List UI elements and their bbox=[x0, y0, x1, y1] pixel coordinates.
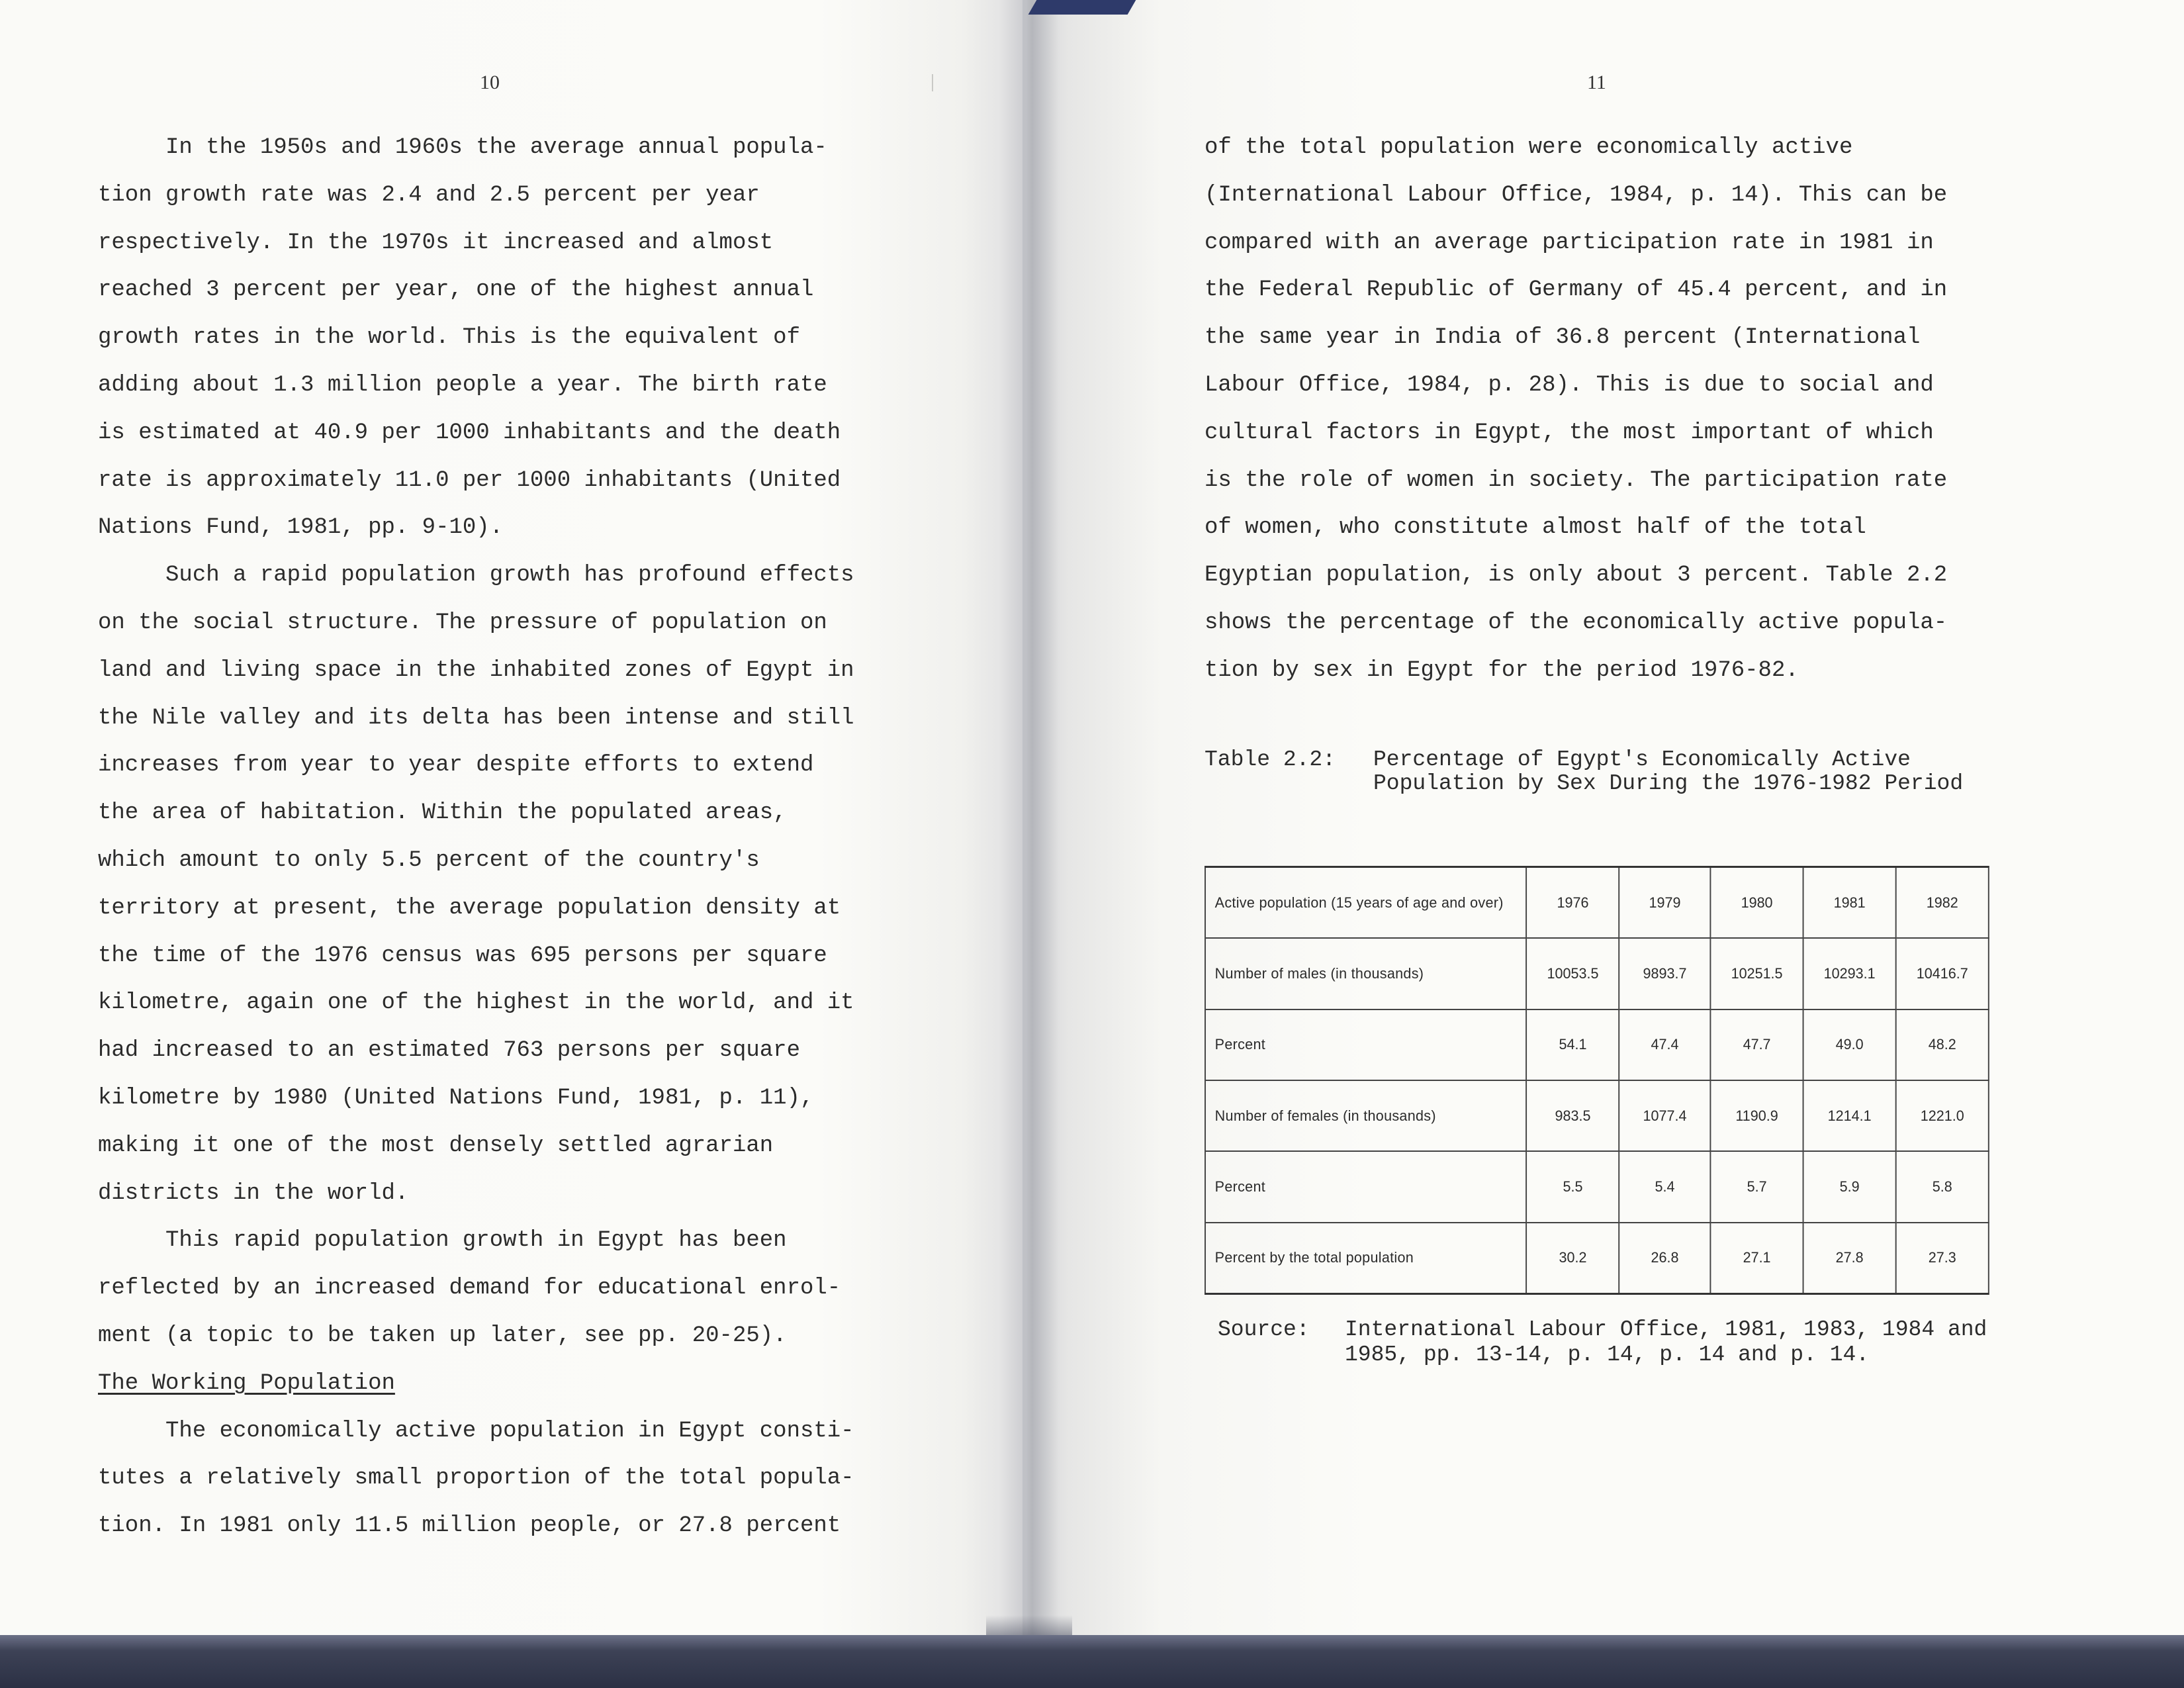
table-cell: 27.1 bbox=[1711, 1223, 1803, 1294]
page-number-right: 11 bbox=[1587, 71, 1606, 93]
text-line: rate is approximately 11.0 per 1000 inhabitants (United bbox=[98, 467, 841, 493]
table-cell: 30.2 bbox=[1526, 1223, 1619, 1294]
book-spine-shadow bbox=[999, 0, 1059, 1648]
table-cell: 10293.1 bbox=[1803, 938, 1896, 1009]
text-line: kilometre, again one of the highest in the world, and it bbox=[98, 990, 854, 1016]
text-line: the same year in India of 36.8 percent (International bbox=[1205, 325, 1921, 351]
row-label: Number of males (in thousands) bbox=[1205, 938, 1526, 1009]
text-line: compared with an average participation rate in 1981 in bbox=[1205, 230, 1934, 256]
text-line: Such a rapid population growth has profound effects bbox=[98, 563, 854, 588]
table-cell: 5.4 bbox=[1619, 1151, 1711, 1222]
text-line: reflected by an increased demand for educational enrol- bbox=[98, 1276, 841, 1301]
text-line: Egyptian population, is only about 3 percent. Table 2.2 bbox=[1205, 563, 1948, 588]
table-cell: 48.2 bbox=[1896, 1009, 1989, 1080]
text-line: Nations Fund, 1981, pp. 9-10). bbox=[98, 515, 504, 541]
page-corner-tab bbox=[1028, 0, 1136, 15]
text-line: which amount to only 5.5 percent of the country's bbox=[98, 847, 760, 873]
row-label: Number of females (in thousands) bbox=[1205, 1080, 1526, 1151]
table-cell: 47.7 bbox=[1711, 1009, 1803, 1080]
table-cell: 27.3 bbox=[1896, 1223, 1989, 1294]
text-line: tutes a relatively small proportion of the total popula- bbox=[98, 1466, 854, 1491]
text-line: territory at present, the average population density at bbox=[98, 895, 841, 921]
scanner-background bbox=[0, 1635, 2184, 1688]
text-line: Labour Office, 1984, p. 28). This is due to social and bbox=[1205, 372, 1934, 398]
table-cell: 47.4 bbox=[1619, 1009, 1711, 1080]
table-cell: 5.7 bbox=[1711, 1151, 1803, 1222]
table-cell: 983.5 bbox=[1526, 1080, 1619, 1151]
table-row bbox=[1205, 938, 1989, 1009]
text-line: cultural factors in Egypt, the most important of which bbox=[1205, 420, 1934, 445]
text-line: tion growth rate was 2.4 and 2.5 percent per year bbox=[98, 182, 760, 208]
table-cell: 1214.1 bbox=[1803, 1080, 1896, 1151]
page-number-left: 10 bbox=[480, 71, 500, 93]
text-line: kilometre by 1980 (United Nations Fund, 1981, p. 11), bbox=[98, 1085, 814, 1111]
table-header-label: Active population (15 years of age and over) bbox=[1205, 867, 1526, 939]
text-line: respectively. In the 1970s it increased and almost bbox=[98, 230, 774, 256]
row-label: Percent bbox=[1205, 1151, 1526, 1222]
population-table bbox=[1205, 866, 1989, 1295]
table-cell: 10416.7 bbox=[1896, 938, 1989, 1009]
text-line: districts in the world. bbox=[98, 1180, 409, 1206]
text-line: tion. In 1981 only 11.5 million people, or 27.8 percent bbox=[98, 1513, 841, 1539]
table-cell: 5.8 bbox=[1896, 1151, 1989, 1222]
table-cell: 5.5 bbox=[1526, 1151, 1619, 1222]
text-line: tion by sex in Egypt for the period 1976-82. bbox=[1205, 657, 1799, 683]
table-cell: 54.1 bbox=[1526, 1009, 1619, 1080]
text-line: The economically active population in Egypt consti- bbox=[98, 1418, 854, 1444]
text-line: shows the percentage of the economically active popula- bbox=[1205, 610, 1948, 635]
left-page bbox=[0, 0, 1023, 1648]
row-label: Percent bbox=[1205, 1009, 1526, 1080]
table-caption-label: Table 2.2: bbox=[1205, 747, 1336, 772]
text-line: the Federal Republic of Germany of 45.4 percent, and in bbox=[1205, 277, 1948, 303]
left-page-body bbox=[98, 124, 854, 1550]
row-label: Percent by the total population bbox=[1205, 1223, 1526, 1294]
text-line: This rapid population growth in Egypt has been bbox=[98, 1228, 787, 1254]
table-cell: 10251.5 bbox=[1711, 938, 1803, 1009]
year-header: 1976 bbox=[1526, 867, 1619, 939]
text-line: the area of habitation. Within the populated areas, bbox=[98, 800, 787, 826]
text-line: growth rates in the world. This is the equivalent of bbox=[98, 325, 800, 351]
text-line: is the role of women in society. The participation rate bbox=[1205, 467, 1948, 493]
text-line: adding about 1.3 million people a year. The birth rate bbox=[98, 372, 827, 398]
table-row bbox=[1205, 1080, 1989, 1151]
text-line: is estimated at 40.9 per 1000 inhabitants and the death bbox=[98, 420, 841, 445]
table-cell: 9893.7 bbox=[1619, 938, 1711, 1009]
right-page bbox=[1023, 0, 2184, 1648]
text-line: In the 1950s and 1960s the average annual popula- bbox=[98, 135, 827, 160]
year-header: 1981 bbox=[1803, 867, 1896, 939]
table-row bbox=[1205, 1009, 1989, 1080]
text-line: the Nile valley and its delta has been intense and still bbox=[98, 705, 854, 731]
year-header: 1982 bbox=[1896, 867, 1989, 939]
table-caption-text: Percentage of Egypt's Economically Active Population by Sex During the 1976-1982 Period bbox=[1373, 747, 1964, 796]
text-line: ment (a topic to be taken up later, see pp. 20-25). bbox=[98, 1323, 787, 1348]
text-line: of women, who constitute almost half of the total bbox=[1205, 515, 1866, 541]
source-label: Source: bbox=[1218, 1317, 1310, 1342]
text-line: of the total population were economically active bbox=[1205, 135, 1853, 160]
text-line: the time of the 1976 census was 695 persons per square bbox=[98, 943, 827, 968]
text-line: (International Labour Office, 1984, p. 14). This can be bbox=[1205, 182, 1948, 208]
text-line: making it one of the most densely settled agrarian bbox=[98, 1133, 774, 1158]
table-cell: 26.8 bbox=[1619, 1223, 1711, 1294]
text-line: on the social structure. The pressure of population on bbox=[98, 610, 827, 635]
section-heading: The Working Population bbox=[98, 1370, 395, 1396]
year-header: 1980 bbox=[1711, 867, 1803, 939]
table-cell: 49.0 bbox=[1803, 1009, 1896, 1080]
text-line: increases from year to year despite efforts to extend bbox=[98, 753, 814, 778]
table-row bbox=[1205, 1223, 1989, 1294]
table-cell: 1221.0 bbox=[1896, 1080, 1989, 1151]
year-header: 1979 bbox=[1619, 867, 1711, 939]
table-cell: 10053.5 bbox=[1526, 938, 1619, 1009]
table-cell: 1077.4 bbox=[1619, 1080, 1711, 1151]
table-row bbox=[1205, 1151, 1989, 1222]
text-line: land and living space in the inhabited zones of Egypt in bbox=[98, 657, 854, 683]
table-cell: 27.8 bbox=[1803, 1223, 1896, 1294]
table-header-row bbox=[1205, 867, 1989, 939]
right-page-body bbox=[1205, 124, 1947, 695]
source-text: International Labour Office, 1981, 1983, 1984 and 1985, pp. 13-14, p. 14, p. 14 and p. 14. bbox=[1345, 1317, 1987, 1367]
table-cell: 5.9 bbox=[1803, 1151, 1896, 1222]
text-line: reached 3 percent per year, one of the highest annual bbox=[98, 277, 814, 303]
text-line: had increased to an estimated 763 persons per square bbox=[98, 1038, 800, 1064]
scan-mark bbox=[932, 74, 933, 91]
table-cell: 1190.9 bbox=[1711, 1080, 1803, 1151]
